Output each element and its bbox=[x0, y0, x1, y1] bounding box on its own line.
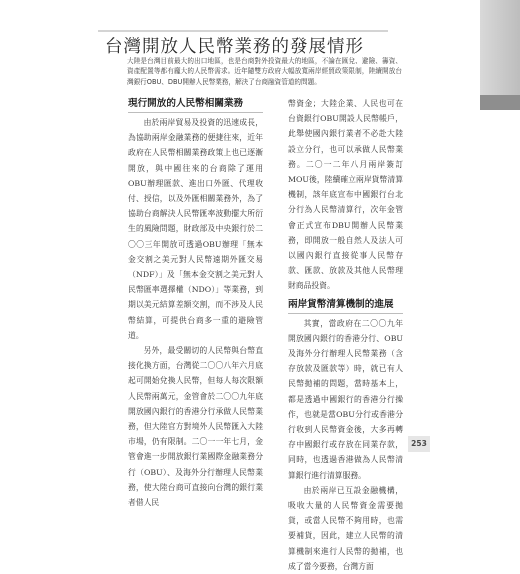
page-number: 253 bbox=[408, 436, 430, 452]
section-heading-clearing-mechanism: 兩岸貨幣清算機制的進展 bbox=[288, 298, 403, 314]
body-paragraph: 由於兩岸已互設金融機構，吸收大量的人民幣資金需要拋貨，或當人民幣不夠用時，也需要補貨，因此，建立人民幣的清算機制來進行人民幣的拋補，也成了當今要務，台灣方面 bbox=[288, 485, 403, 571]
body-paragraph: 其實，當政府在二〇〇九年開放國內銀行的香港分行、OBU及海外分行辦理人民幣業務（含存放款及匯款等）時，就已有人民幣拋補的問題，當時基本上，都是透過中國銀行的香港分行操作，也就是當OBU分行或香港分行收到人民幣資金後，大多再轉存中國銀行或存放在同業存款，同時，也透過香港做為人民幣清算銀行進行清算服務。 bbox=[288, 318, 403, 480]
intro-paragraph: 大陸是台灣目前最大的出口地區，也是台商對外投資最大的地區，不論在匯兌、避險、籌資、資產配置等都有龐大的人民幣需求。近年隨雙方政府大幅放寬兩岸經貿政策限制，陸續開放台灣銀行OBU、DBU開辦人民幣業務，解決了台商融資管道的問題。 bbox=[127, 57, 402, 86]
chapter-tab bbox=[480, 0, 520, 110]
left-column bbox=[128, 96, 263, 510]
section-heading-current-business: 現行開放的人民幣相關業務 bbox=[128, 97, 263, 113]
page-title: 台灣開放人民幣業務的發展情形 bbox=[105, 37, 364, 57]
body-paragraph: 由於兩岸貿易及投資的迅速成長，為協助兩岸金融業務的便捷往來，近年政府在人民幣相關業務政策上也已逐漸開放，與中國往來的台商除了運用OBU辦理匯款、進出口外匯、代理收付、授信，以及外匯相關業務外，為了協助台商解決人民幣匯率波動擺大所衍生的風險問題，財政部及中央銀行於二〇〇三年開放可透過OBU辦理「無本金交割之美元對人民幣遠期外匯交易（NDF）」及「無本金交割之美元對人民幣匯率選擇權（NDO）」等業務，到期以美元結算差額交割，而不涉及人民幣結算，可提供台商多一重的避險管道。 bbox=[128, 118, 263, 340]
right-column bbox=[288, 96, 403, 574]
body-paragraph-continued: 幣資金；大陸企業、人民也可在台資銀行OBU開設人民幣帳戶，此舉使國內銀行業者不必赴大陸設立分行，也可以承做人民幣業務。二〇一二年八月兩岸簽訂MOU後，陸續確立兩岸貨幣清算機制，該年底宣布中國銀行台北分行為人民幣清算行，次年金管會正式宣布DBU開辦人民幣業務，即開放一般自然人及法人可以國內銀行直接從事人民幣存款、匯款、放款及其他人民幣理財商品投資。 bbox=[288, 99, 403, 291]
title-rule bbox=[98, 30, 388, 32]
chapter-tab-shade bbox=[480, 95, 520, 110]
body-paragraph: 另外，最受關切的人民幣與台幣直接化換方面，台灣從二〇〇八年六月底起可開始兌換人民幣，但每人每次限額人民幣兩萬元，金管會於二〇〇九年底開放國內銀行的香港分行承做人民幣業務，但大陸官方對境外人民幣匯入大陸市場，仍有限制。二〇一一年七月，金管會進一步開放銀行業國際金融業務分行（OBU）、及海外分行辦理人民幣業務，使大陸台商可直接向台灣的銀行業者借人民 bbox=[128, 346, 263, 508]
